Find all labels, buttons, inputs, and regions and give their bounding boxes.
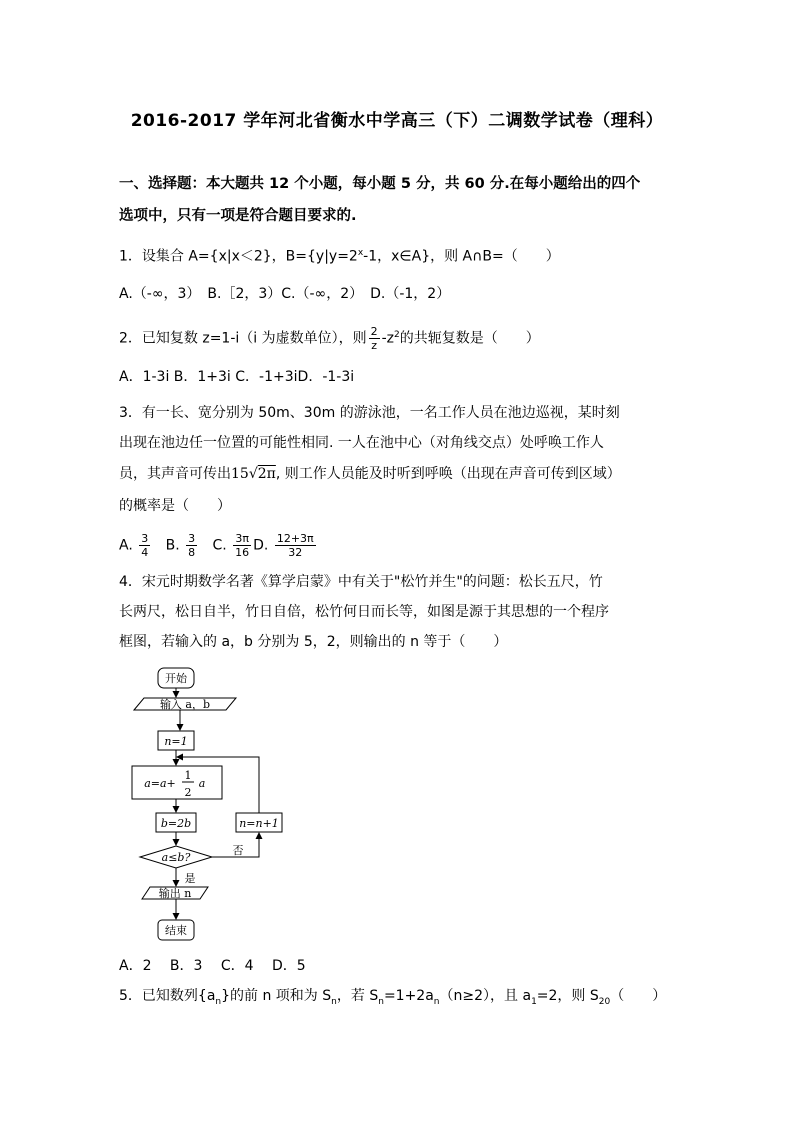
flow-init-label: n=1 [164, 735, 188, 748]
q5-sub-e: 1 [531, 996, 537, 1007]
q1-stem-part-a: 1．设集合 A={x|x＜2}，B={y|y=2 [119, 248, 358, 265]
q3-line3-part-a: 员，其声音可传出 [119, 466, 231, 482]
q2-stem-part-c: 的共轭复数是（ ） [399, 330, 540, 347]
flow-update-a-left: a=a+ [144, 777, 176, 790]
question-3-line-4: 的概率是（ ） [119, 498, 231, 514]
q3-option-d-denominator: 32 [288, 546, 303, 559]
flow-increment-label: n=n+1 [239, 817, 279, 830]
question-3-line-2: 出现在池边任一位置的可能性相同. 一人在池中心（对角线交点）处呼唤工作人 [119, 435, 604, 451]
flow-update-a-denominator: 2 [184, 786, 192, 799]
q2-exponent: 2 [394, 330, 400, 340]
question-3-options [119, 532, 318, 559]
q5-sub-a: n [215, 996, 222, 1007]
q2-fraction [369, 325, 380, 352]
q5-part-e: （n≥2），且 a [439, 988, 532, 1004]
q5-part-d: =1+2a [383, 988, 434, 1004]
page-title: 2016-2017 学年河北省衡水中学高三（下）二调数学试卷（理科） [130, 111, 664, 131]
flow-update-a-numerator: 1 [184, 769, 192, 782]
flow-yes-label: 是 [184, 872, 196, 885]
question-3-line-1: 3．有一长、宽分别为 50m、30m 的游泳池，一名工作人员在池边巡视，某时刻 [119, 405, 620, 421]
q3-option-b-numerator: 3 [188, 532, 196, 545]
q3-option-c-denominator: 16 [235, 546, 250, 559]
section-heading-line-2: 选项中，只有一项是符合题目要求的. [119, 208, 357, 224]
question-2-stem [119, 325, 540, 352]
q1-stem-part-b: -1，x∈A}，则 A∩B=（ ） [363, 248, 560, 265]
question-5-stem [119, 986, 666, 1012]
flow-update-b-label: b=2b [160, 817, 192, 830]
q3-math-root-sign: √ [248, 466, 258, 482]
question-1-options: A.（-∞，3） B.［2，3）C.（-∞，2） D.（-1，2） [119, 286, 451, 302]
program-flowchart [120, 662, 300, 944]
q3-option-b-label: B. [165, 537, 180, 554]
q5-part-f: =2，则 S [536, 988, 599, 1004]
q5-part-a: 5．已知数列{a [119, 988, 216, 1004]
q3-math-coefficient: 15 [231, 466, 249, 482]
q3-option-d-fraction [275, 532, 316, 559]
q5-sub-f: 20 [598, 996, 611, 1007]
question-4-options: A．2 B．3 C．4 D．5 [119, 958, 306, 974]
q3-option-c-fraction [233, 532, 251, 559]
q3-option-c-label: C. [212, 537, 227, 554]
question-3-line-3 [119, 464, 621, 484]
q5-part-b: }的前 n 项和为 S [221, 988, 332, 1004]
question-4-line-1: 4．宋元时期数学名著《算学启蒙》中有关于"松竹并生"的问题：松长五尺，竹 [119, 574, 603, 590]
question-4-line-3: 框图，若输入的 a，b 分别为 5，2，则输出的 n 等于（ ） [119, 634, 508, 650]
q2-fraction-denominator: z [371, 339, 378, 353]
q2-fraction-numerator: 2 [370, 325, 378, 339]
flow-input-label: 输入 a，b [159, 698, 211, 711]
q3-option-d-label: D. [253, 537, 269, 554]
q3-option-b-fraction [186, 532, 197, 559]
q3-option-b-denominator: 8 [188, 546, 196, 559]
q3-option-a-denominator: 4 [141, 546, 149, 559]
q1-exponent: x [357, 248, 364, 258]
flow-start-label: 开始 [165, 672, 187, 685]
question-1-stem [119, 243, 560, 267]
question-4-line-2: 长两尺，松日自半，竹日自倍，松竹何日而长等，如图是源于其思想的一个程序 [119, 604, 609, 620]
flow-arrow-loop-back [177, 757, 259, 813]
flow-no-label: 否 [232, 844, 244, 857]
q2-stem-part-b: -z [381, 330, 395, 347]
q3-option-d-numerator: 12+3π [276, 532, 314, 545]
q5-sub-b: n [331, 996, 337, 1007]
question-2-options: A．1-3i B．1+3i C．-1+3iD．-1-3i [119, 369, 355, 385]
section-heading-line-1: 一、选择题：本大题共 12 个小题，每小题 5 分，共 60 分.在每小题给出的四个 [119, 176, 641, 192]
q3-option-c-numerator: 3π [233, 532, 251, 546]
q5-part-g: （ ） [610, 988, 667, 1004]
q2-stem-part-a: 2．已知复数 z=1-i（i 为虚数单位），则 [119, 330, 367, 347]
q3-option-a-fraction [139, 532, 150, 559]
flow-update-a-right: a [198, 777, 206, 790]
q3-line3-part-b: , 则工作人员能及时听到呼唤（出现在声音可传到区域） [275, 466, 621, 482]
q5-sub-d: n [433, 996, 440, 1007]
q5-part-c: ，若 S [336, 988, 379, 1004]
flow-decision-label: a≤b? [161, 851, 191, 864]
q5-sub-c: n [378, 996, 384, 1007]
flow-end-label: 结束 [165, 924, 187, 937]
q3-option-a-numerator: 3 [141, 532, 149, 545]
q3-math-radicand: 2π [257, 466, 276, 482]
flow-output-label: 输出 n [158, 887, 192, 900]
q3-option-a-label: A. [119, 537, 133, 554]
